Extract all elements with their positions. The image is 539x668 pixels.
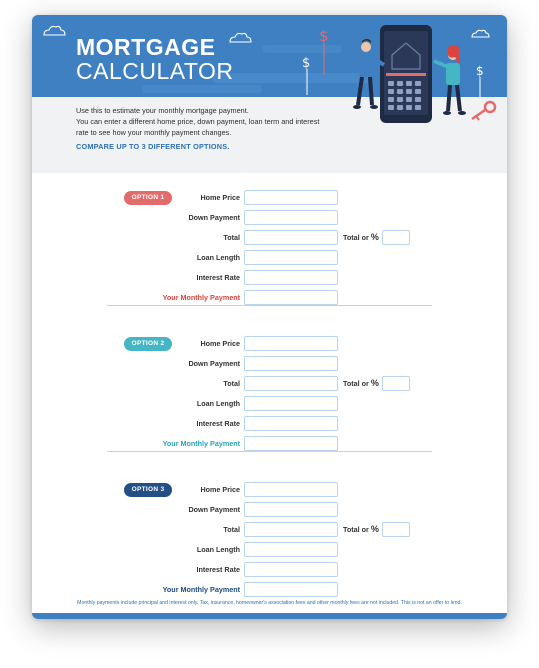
option-1-total-input[interactable] [244, 230, 338, 245]
option-1-monthly-payment-output [244, 290, 338, 305]
interest-rate-label: Interest Rate [196, 419, 240, 428]
intro-line-1: Use this to estimate your monthly mortgage payment. [76, 106, 249, 115]
option-2-total-input[interactable] [244, 376, 338, 391]
option-2-percent-input[interactable] [382, 376, 410, 391]
monthly-payment-label: Your Monthly Payment [162, 585, 240, 594]
monthly-payment-label: Your Monthly Payment [162, 293, 240, 302]
monthly-payment-label: Your Monthly Payment [162, 439, 240, 448]
total-or-percent-label [343, 522, 379, 537]
loan-length-label: Loan Length [196, 545, 240, 554]
loan-length-label: Loan Length [196, 399, 240, 408]
option-2-loan-length-input[interactable] [244, 396, 338, 411]
total-label: Total [223, 233, 240, 242]
calculator-phone-illustration [332, 15, 502, 127]
section-divider [107, 305, 432, 306]
option-2-down-payment-input[interactable] [244, 356, 338, 371]
option-3-total-input[interactable] [244, 522, 338, 537]
option-1-interest-rate-input[interactable] [244, 270, 338, 285]
home-price-label: Home Price [200, 485, 240, 494]
option-1-down-payment-input[interactable] [244, 210, 338, 225]
title-line-2: CALCULATOR [76, 58, 234, 84]
interest-rate-label: Interest Rate [196, 273, 240, 282]
option-2-home-price-input[interactable] [244, 336, 338, 351]
option-2-badge: OPTION 2 [124, 337, 172, 351]
disclaimer-footer: Monthly payments include principal and interest only. Tax, insurance, homeowner's association fees and other monthly fees are not included. This is not an offer to lend. [77, 600, 462, 606]
total-or-percent-label [343, 230, 379, 245]
total-or-text: Total or [343, 525, 369, 534]
total-or-text: Total or [343, 233, 369, 242]
svg-text:$: $ [302, 56, 311, 71]
key-icon [472, 102, 495, 120]
option-1-loan-length-input[interactable] [244, 250, 338, 265]
option-3-percent-input[interactable] [382, 522, 410, 537]
man-figure [353, 39, 384, 109]
title-line-1: MORTGAGE [76, 34, 216, 60]
option-3-monthly-payment-output [244, 582, 338, 597]
bottom-accent-bar [32, 613, 507, 619]
down-payment-label: Down Payment [188, 359, 240, 368]
loan-length-label: Loan Length [196, 253, 240, 262]
percent-sign: % [370, 524, 379, 534]
section-divider [107, 451, 432, 452]
total-or-text: Total or [343, 379, 369, 388]
intro-line-2: You can enter a different home price, down payment, loan term and interest [76, 117, 320, 126]
home-price-label: Home Price [200, 339, 240, 348]
down-payment-label: Down Payment [188, 505, 240, 514]
option-3-interest-rate-input[interactable] [244, 562, 338, 577]
total-label: Total [223, 379, 240, 388]
percent-sign: % [370, 232, 379, 242]
home-price-label: Home Price [200, 193, 240, 202]
option-1-badge: OPTION 1 [124, 191, 172, 205]
cloud-icon [230, 33, 251, 42]
option-3-badge: OPTION 3 [124, 483, 172, 497]
option-2-interest-rate-input[interactable] [244, 416, 338, 431]
cloud-icon [44, 26, 65, 35]
interest-rate-label: Interest Rate [196, 565, 240, 574]
svg-text:$: $ [319, 27, 329, 45]
option-1-percent-input[interactable] [382, 230, 410, 245]
woman-figure [434, 45, 466, 115]
percent-sign: % [370, 378, 379, 388]
option-3-loan-length-input[interactable] [244, 542, 338, 557]
total-or-percent-label [343, 376, 379, 391]
svg-text:$: $ [476, 64, 484, 78]
compare-note: COMPARE UP TO 3 DIFFERENT OPTIONS. [76, 142, 230, 151]
option-3-home-price-input[interactable] [244, 482, 338, 497]
down-payment-label: Down Payment [188, 213, 240, 222]
option-2-monthly-payment-output [244, 436, 338, 451]
mortgage-calculator-card [32, 15, 507, 619]
total-label: Total [223, 525, 240, 534]
option-1-home-price-input[interactable] [244, 190, 338, 205]
option-3-down-payment-input[interactable] [244, 502, 338, 517]
intro-line-3: rate to see how your monthly payment changes. [76, 128, 232, 137]
